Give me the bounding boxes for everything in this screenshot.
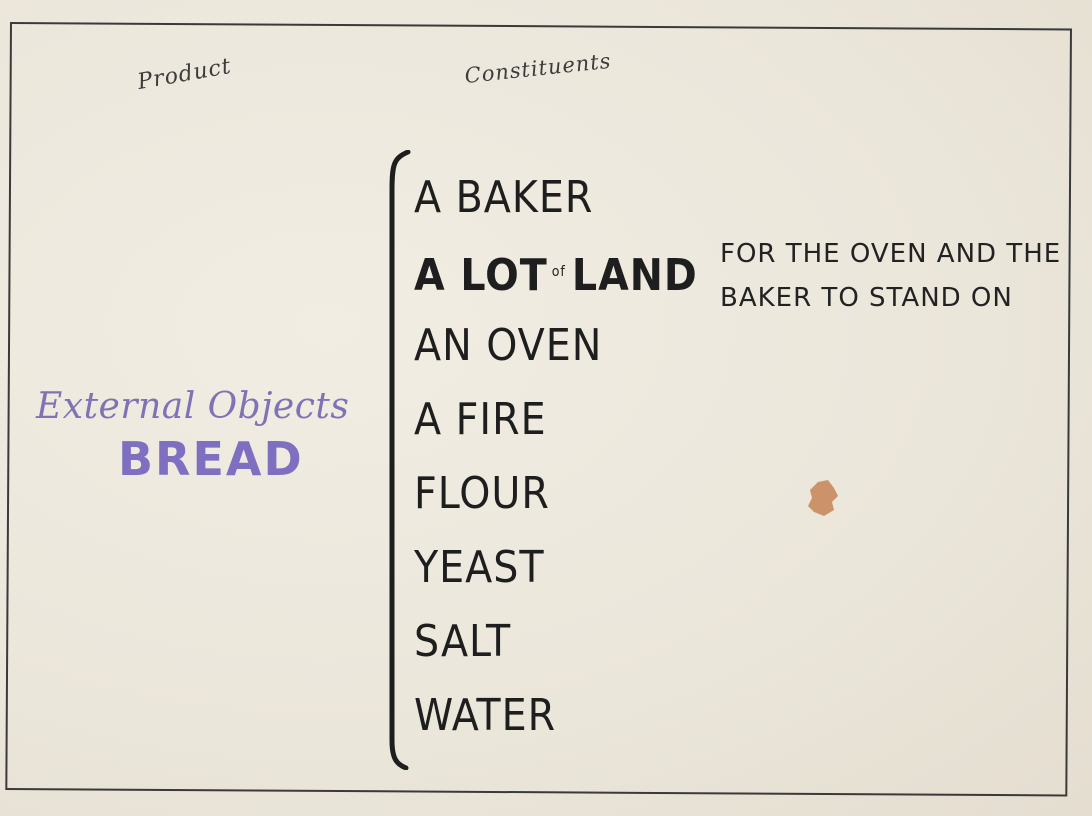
- list-item: YEAST: [414, 542, 545, 593]
- paper-stain: [804, 478, 840, 518]
- land-note: [720, 232, 1061, 320]
- list-item: A BAKER: [414, 172, 594, 223]
- list-item: SALT: [414, 616, 512, 667]
- curly-brace: [382, 150, 412, 770]
- list-item: A LOT $^{of}$ LAND: [414, 250, 698, 301]
- stamp-label: External Objects: [36, 386, 350, 427]
- constituents-list: [414, 168, 698, 760]
- note-line: FOR THE OVEN AND THE: [720, 239, 1062, 269]
- list-item: WATER: [414, 690, 557, 741]
- stamp-product: BREAD: [118, 432, 304, 486]
- header-constituents: Constituents: [463, 48, 613, 88]
- note-line: BAKER TO STAND ON: [720, 283, 1013, 313]
- list-item: A FIRE: [414, 394, 547, 445]
- list-item: FLOUR: [414, 468, 550, 519]
- header-product: Product: [135, 53, 234, 95]
- list-item: AN OVEN: [414, 320, 603, 371]
